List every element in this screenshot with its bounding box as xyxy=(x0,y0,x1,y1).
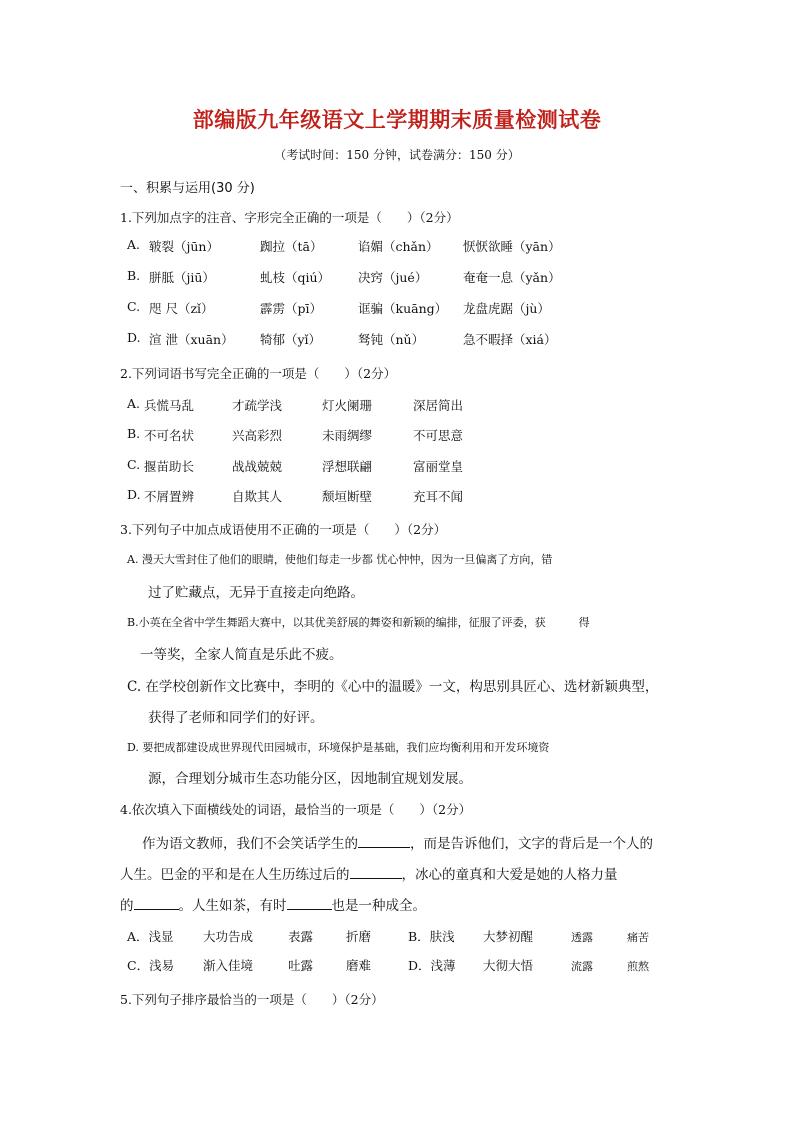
option-item: 折磨 xyxy=(346,929,372,944)
passage-text: 的 xyxy=(120,898,134,914)
passage-line-3 xyxy=(120,894,426,914)
option-item: 浮想联翩 xyxy=(322,459,373,474)
passage-text: ，冰心的童真和大爱是她的人格力量 xyxy=(401,867,618,883)
fill-blank xyxy=(287,897,332,910)
option-item: 奄奄一息（yǎn） xyxy=(463,270,561,285)
passage-text: 也是一种成全。 xyxy=(331,898,426,914)
option-c-line2: 获得了老师和同学们的好评。 xyxy=(148,710,324,726)
option-item: 颓垣断壁 xyxy=(322,489,373,504)
option-item: A．浅显 xyxy=(127,929,174,944)
option-item: 才疏学浅 xyxy=(232,398,283,413)
exam-info: （考试时间：150 分钟，试卷满分：150 分） xyxy=(274,148,520,162)
question-2-stem: 2.下列词语书写完全正确的一项是（ ）（2分） xyxy=(120,366,397,381)
option-item: 大彻大悟 xyxy=(483,958,534,973)
option-item: B．肤浅 xyxy=(408,929,455,944)
option-label: C. xyxy=(127,457,141,472)
option-label: D. xyxy=(127,487,141,502)
option-d-line1: D. 要把成都建设成世界现代田园城市，环境保护是基础，我们应均衡利用和开发环境资 xyxy=(127,741,550,754)
option-b-line2: 一等奖，全家人简直是乐此不疲。 xyxy=(140,647,343,663)
option-a-line2: 过了贮藏点，无异于直接走向绝路。 xyxy=(148,585,364,601)
option-label: B. xyxy=(127,268,141,283)
option-item: 兴高彩烈 xyxy=(232,428,283,443)
page-title: 部编版九年级语文上学期期末质量检测试卷 xyxy=(192,108,602,132)
option-a-line1: A. 漫天大雪封住了他们的眼睛，使他们每走一步都 忧心忡忡，因为一旦偏离了方向，错 xyxy=(127,553,553,566)
passage-text: ，而是告诉他们，文字的背后是一个人的 xyxy=(410,836,653,852)
option-item: 痛苦 xyxy=(627,931,649,944)
option-item: 灯火阑珊 xyxy=(322,398,373,413)
option-item: C．浅易 xyxy=(127,958,175,973)
option-item: 踟拉（tā） xyxy=(260,239,323,254)
option-item: 不可名状 xyxy=(144,428,195,443)
question-5-stem: 5.下列句子排序最恰当的一项是（ ）（2分） xyxy=(120,992,384,1007)
option-item: 未雨绸缪 xyxy=(322,428,373,443)
option-label: D. xyxy=(127,330,141,345)
question-3-stem: 3.下列句子中加点成语使用不正确的一项是（ ）（2分） xyxy=(120,522,447,537)
fill-blank xyxy=(134,897,179,910)
option-item: 皲裂（jūn） xyxy=(149,239,219,254)
option-item: 兵慌马乱 xyxy=(144,398,195,413)
option-item: 犄郁（yǐ） xyxy=(260,332,322,347)
option-item: 流露 xyxy=(571,960,593,973)
option-item: D．浅薄 xyxy=(408,958,456,973)
fill-blank xyxy=(358,835,410,848)
option-item: 龙盘虎踞（jù） xyxy=(463,301,550,316)
option-item: 揠苗助长 xyxy=(144,459,195,474)
option-item: 虬枝（qiú） xyxy=(260,270,331,285)
option-item: 磨难 xyxy=(346,958,372,973)
option-item: 不屑置辨 xyxy=(144,489,195,504)
option-item: 咫 尺（zǐ） xyxy=(149,301,214,316)
option-item: 急不暇择（xiá） xyxy=(463,332,557,347)
option-item: 诓骗（kuāng） xyxy=(358,301,448,316)
option-item: 恹恹欲睡（yān） xyxy=(463,239,561,254)
option-item: 吐露 xyxy=(288,958,314,973)
passage-text: 作为语文教师，我们不会笑话学生的 xyxy=(142,836,358,852)
option-label: B. xyxy=(127,426,141,441)
option-b-line1: B.小英在全省中学生舞蹈大赛中，以其优美舒展的舞姿和新颖的编排，征服了评委，获 得 xyxy=(127,616,590,629)
option-c-line1: C. 在学校创新作文比赛中，李明的《心中的温暖》一文，构思别具匠心、选材新颖典型， xyxy=(127,679,659,695)
question-1-stem: 1.下列加点字的注音、字形完全正确的一项是（ ）（2分） xyxy=(120,210,459,225)
option-item: 胼胝（jiū） xyxy=(149,270,215,285)
option-item: 自欺其人 xyxy=(232,489,283,504)
option-label: A. xyxy=(127,396,141,411)
option-item: 深居简出 xyxy=(413,398,464,413)
option-item: 表露 xyxy=(288,929,314,944)
passage-line-1 xyxy=(142,832,653,852)
option-item: 煎熬 xyxy=(627,960,649,973)
option-label: A. xyxy=(127,237,141,252)
option-d-line2: 源，合理划分城市生态功能分区，因地制宜规划发展。 xyxy=(148,771,472,787)
option-item: 充耳不闻 xyxy=(413,489,464,504)
section-heading: 一、积累与运用(30 分) xyxy=(120,181,255,196)
option-item: 驽钝（nǔ） xyxy=(358,332,425,347)
passage-text: 人生。巴金的平和是在人生历练过后的 xyxy=(120,867,350,883)
option-item: 透露 xyxy=(571,931,593,944)
option-item: 霹雳（pī） xyxy=(260,301,322,316)
option-item: 渲 泄（xuān） xyxy=(149,332,234,347)
question-4-stem: 4.依次填入下面横线处的词语，最恰当的一项是（ ）（2分） xyxy=(120,802,472,817)
fill-blank xyxy=(350,866,402,879)
option-item: 战战兢兢 xyxy=(232,459,283,474)
option-item: 大功告成 xyxy=(203,929,254,944)
option-item: 谄媚（chǎn） xyxy=(358,239,439,254)
option-item: 大梦初醒 xyxy=(483,929,534,944)
option-item: 不可思意 xyxy=(413,428,464,443)
option-label: C. xyxy=(127,299,141,314)
option-item: 决窍（jué） xyxy=(358,270,428,285)
passage-text: 。人生如茶，有时 xyxy=(178,898,287,914)
option-item: 渐入佳境 xyxy=(203,958,254,973)
option-item: 富丽堂皇 xyxy=(413,459,464,474)
passage-line-2 xyxy=(120,863,618,883)
